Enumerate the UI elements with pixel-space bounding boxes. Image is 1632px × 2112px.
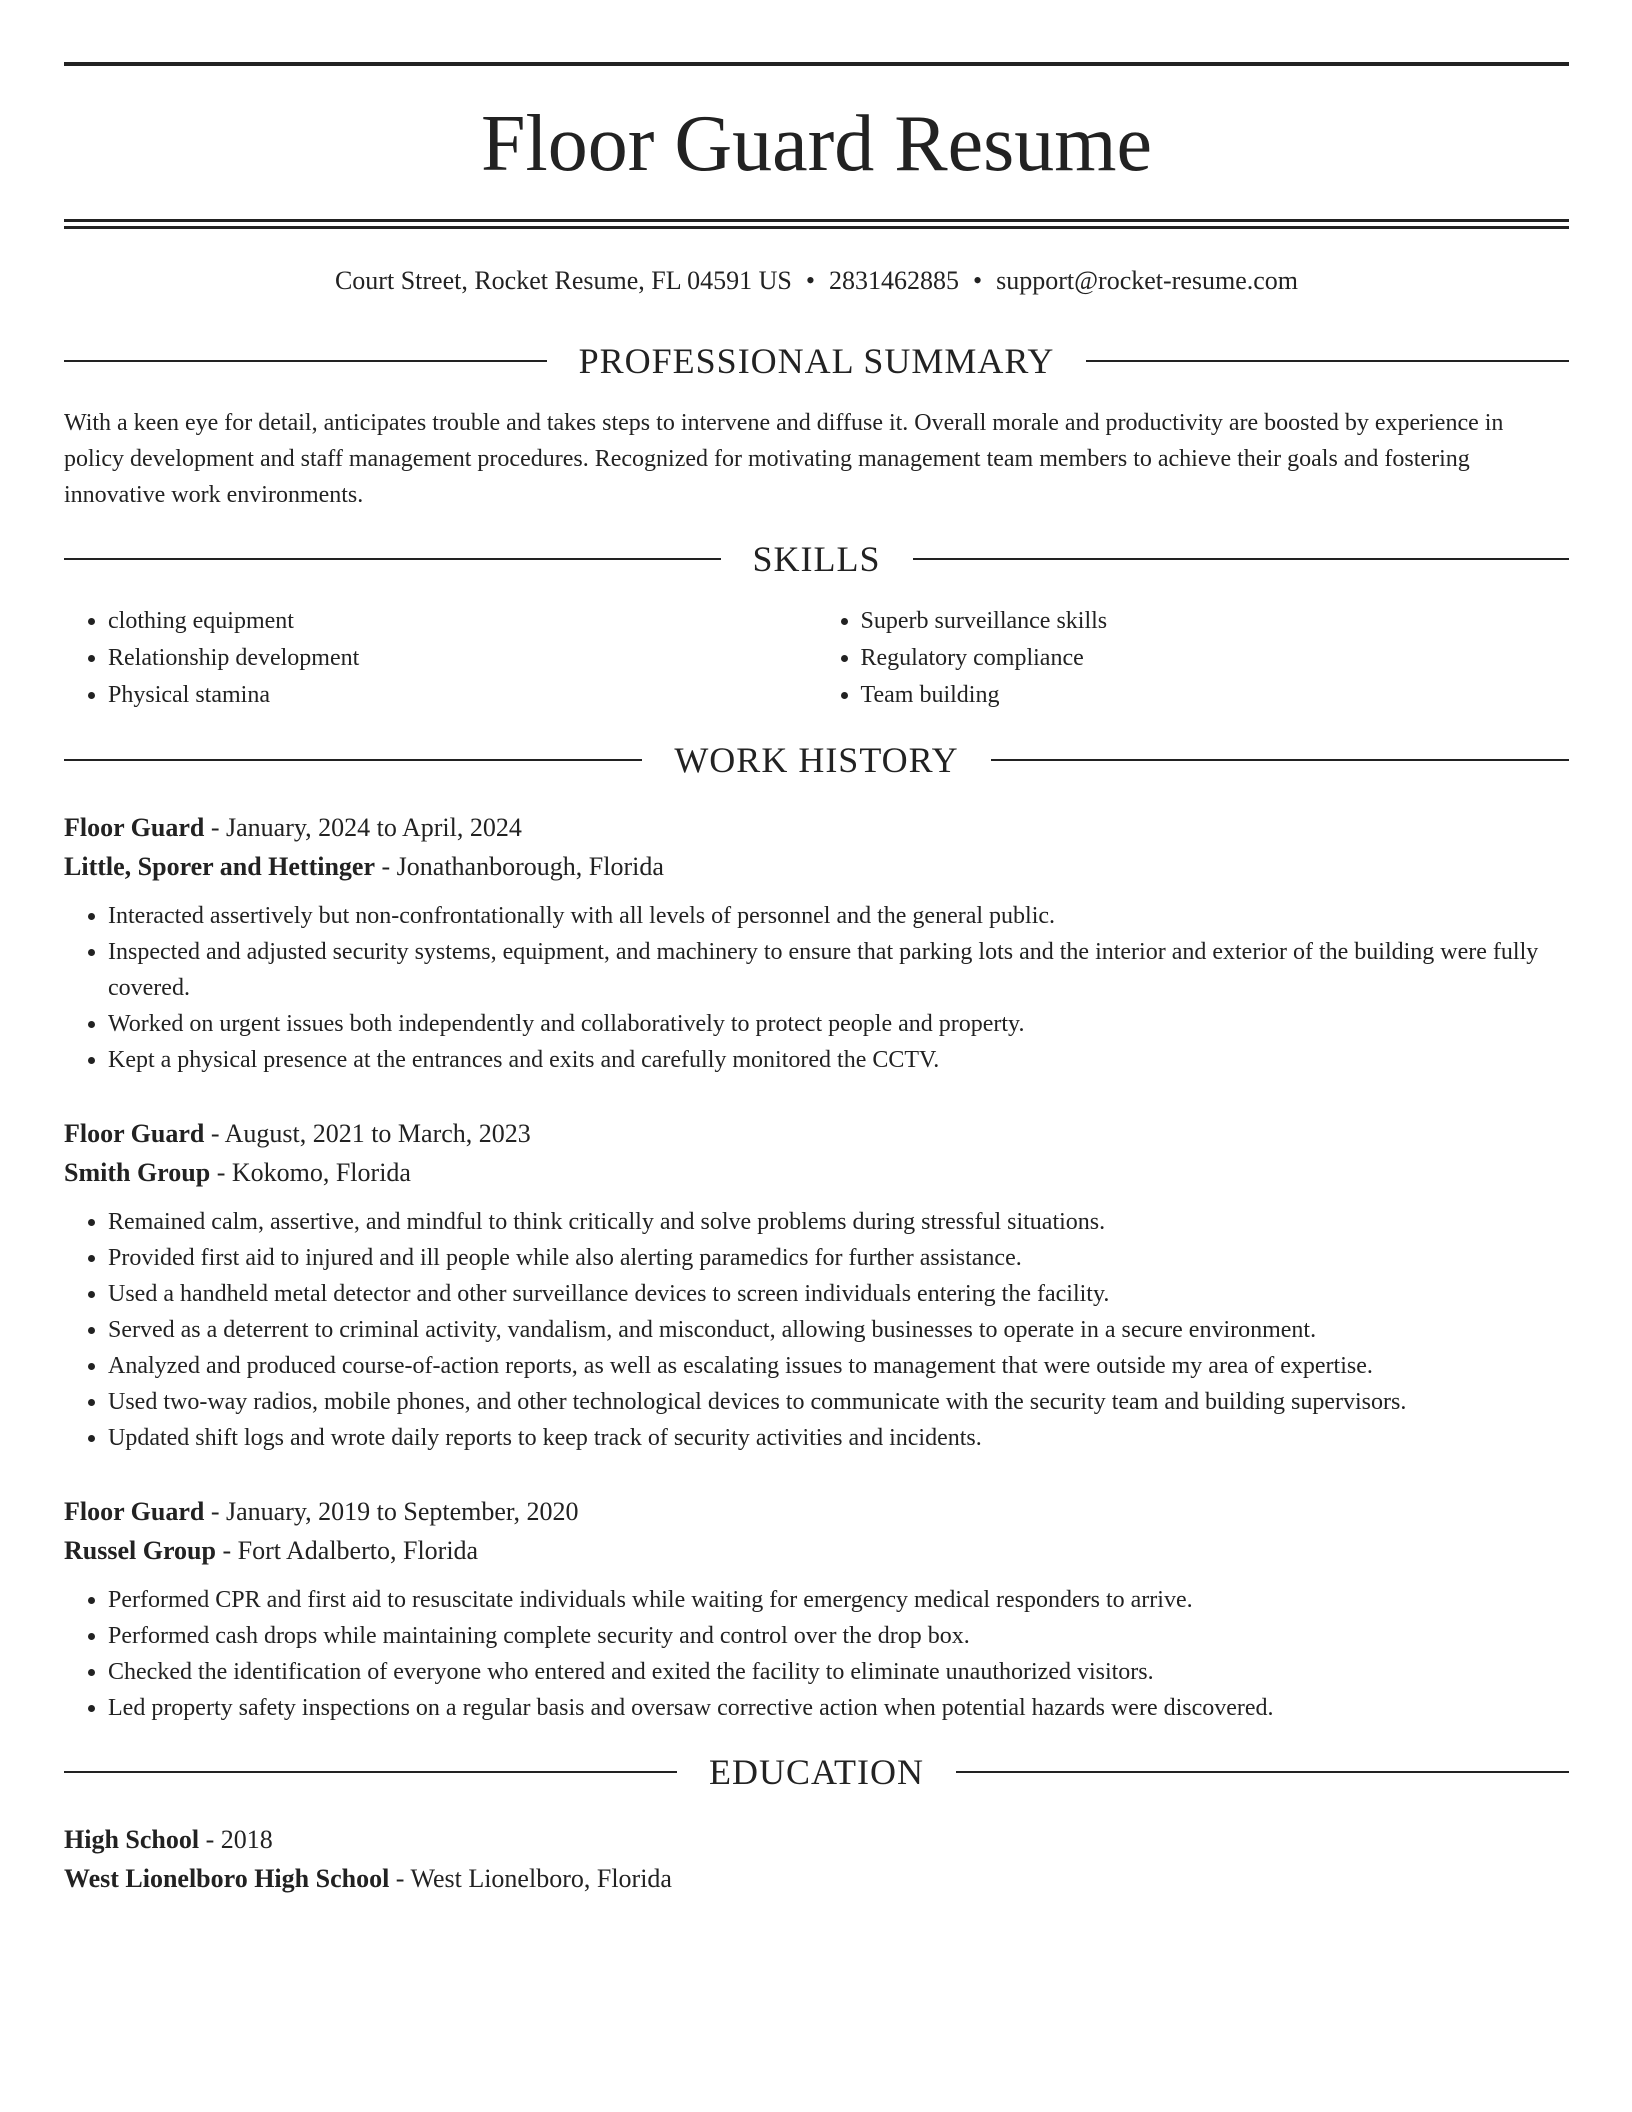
job-bullets [64, 1204, 1569, 1456]
job-entry [64, 808, 1569, 1078]
summary-text: With a keen eye for detail, anticipates trouble and takes steps to intervene and diffuse it. Overall morale and productivity are boosted by experience in policy development and staff management procedures. Recognized for motivating management team members to achieve their goals and fostering innovative work environments. [64, 410, 1504, 508]
job-bullet: • Performed cash drops while maintaining complete security and control over the drop box. [108, 1618, 1569, 1654]
education-school-line [64, 1859, 1569, 1898]
job-bullet: • Analyzed and produced course-of-action reports, as well as escalating issues to management that were outside my area of expertise. [108, 1348, 1569, 1384]
job-bullet: • Updated shift logs and wrote daily reports to keep track of security activities and incidents. [108, 1420, 1569, 1456]
skill-item: • Superb surveillance skills [861, 603, 1570, 640]
skills-heading [64, 537, 1569, 581]
job-bullet: • Served as a deterrent to criminal activity, vandalism, and misconduct, allowing businesses to operate in a secure environment. [108, 1312, 1569, 1348]
heading-rule-left [64, 558, 721, 560]
job-title: Floor Guard [64, 1119, 205, 1148]
contact-address: Court Street, Rocket Resume, FL 04591 US [334, 266, 792, 295]
job-company: Little, Sporer and Hettinger [64, 852, 376, 881]
heading-rule-left [64, 360, 547, 362]
skill-item: • Physical stamina [108, 677, 817, 714]
education-heading-label: EDUCATION [709, 1752, 924, 1792]
job-bullet: • Worked on urgent issues both independently and collaboratively to protect people and property. [108, 1006, 1569, 1042]
job-title: Floor Guard [64, 813, 205, 842]
skills-column-left [64, 603, 817, 714]
job-title-line [64, 1114, 1569, 1153]
education-degree-line [64, 1820, 1569, 1859]
job-location: - Jonathanborough, Florida [375, 852, 664, 881]
education-location: - West Lionelboro, Florida [389, 1864, 672, 1893]
job-bullet: • Inspected and adjusted security systems, equipment, and machinery to ensure that parking lots and the interior and exterior of the building were fully covered. [108, 934, 1569, 1006]
heading-rule-right [956, 1771, 1569, 1773]
job-bullet: • Performed CPR and first aid to resuscitate individuals while waiting for emergency medical responders to arrive. [108, 1582, 1569, 1618]
summary-heading [64, 339, 1569, 383]
job-bullet: • Provided first aid to injured and ill people while also alerting paramedics for further assistance. [108, 1240, 1569, 1276]
job-dates: - January, 2019 to September, 2020 [204, 1497, 579, 1526]
title-double-rule [64, 219, 1569, 229]
work-history-heading [64, 738, 1569, 782]
job-bullet: • Kept a physical presence at the entrances and exits and carefully monitored the CCTV. [108, 1042, 1569, 1078]
job-entry [64, 1114, 1569, 1456]
work-history-heading-label: WORK HISTORY [674, 740, 959, 780]
education-degree: High School [64, 1825, 200, 1854]
contact-line [64, 263, 1569, 299]
job-title-line [64, 1492, 1569, 1531]
job-company-line [64, 1153, 1569, 1192]
education-heading [64, 1750, 1569, 1794]
job-company: Smith Group [64, 1158, 211, 1187]
skills-column-right [817, 603, 1570, 714]
job-dates: - January, 2024 to April, 2024 [204, 813, 522, 842]
job-bullet: • Used two-way radios, mobile phones, and other technological devices to communicate with the security team and building supervisors. [108, 1384, 1569, 1420]
education-entry [64, 1820, 1569, 1898]
heading-rule-right [913, 558, 1570, 560]
contact-separator: • [972, 266, 983, 295]
job-bullet: • Used a handheld metal detector and other surveillance devices to screen individuals entering the facility. [108, 1276, 1569, 1312]
job-company: Russel Group [64, 1536, 216, 1565]
heading-rule-left [64, 1771, 677, 1773]
job-bullets [64, 898, 1569, 1078]
summary-heading-label: PROFESSIONAL SUMMARY [578, 341, 1055, 381]
education-school: West Lionelboro High School [64, 1864, 390, 1893]
job-bullet: • Led property safety inspections on a regular basis and oversaw corrective action when potential hazards were discovered. [108, 1690, 1569, 1726]
resume-page [64, 62, 1569, 1898]
job-bullet: • Interacted assertively but non-confrontationally with all levels of personnel and the general public. [108, 898, 1569, 934]
job-title: Floor Guard [64, 1497, 205, 1526]
contact-phone: 2831462885 [828, 266, 959, 295]
top-rule [64, 62, 1569, 66]
job-company-line [64, 847, 1569, 886]
heading-rule-right [991, 759, 1569, 761]
skill-item: • Team building [861, 677, 1570, 714]
job-bullets [64, 1582, 1569, 1726]
job-entry [64, 1492, 1569, 1726]
job-location: - Fort Adalberto, Florida [215, 1536, 479, 1565]
skill-item: • clothing equipment [108, 603, 817, 640]
job-title-line [64, 808, 1569, 847]
contact-separator: • [805, 266, 815, 295]
resume-title: Floor Guard Resume [480, 100, 1152, 188]
skill-item: • Relationship development [108, 640, 817, 677]
job-company-line [64, 1531, 1569, 1570]
contact-email: support@rocket-resume.com [996, 266, 1299, 295]
skills-heading-label: SKILLS [752, 539, 881, 579]
skill-item: • Regulatory compliance [861, 640, 1570, 677]
education-year: - 2018 [199, 1825, 273, 1854]
job-location: - Kokomo, Florida [210, 1158, 411, 1187]
job-bullet: • Checked the identification of everyone who entered and exited the facility to eliminate unauthorized visitors. [108, 1654, 1569, 1690]
job-dates: - August, 2021 to March, 2023 [204, 1119, 531, 1148]
skills-list [64, 603, 1569, 714]
job-bullet: • Remained calm, assertive, and mindful to think critically and solve problems during stressful situations. [108, 1204, 1569, 1240]
heading-rule-left [64, 759, 642, 761]
heading-rule-right [1086, 360, 1569, 362]
